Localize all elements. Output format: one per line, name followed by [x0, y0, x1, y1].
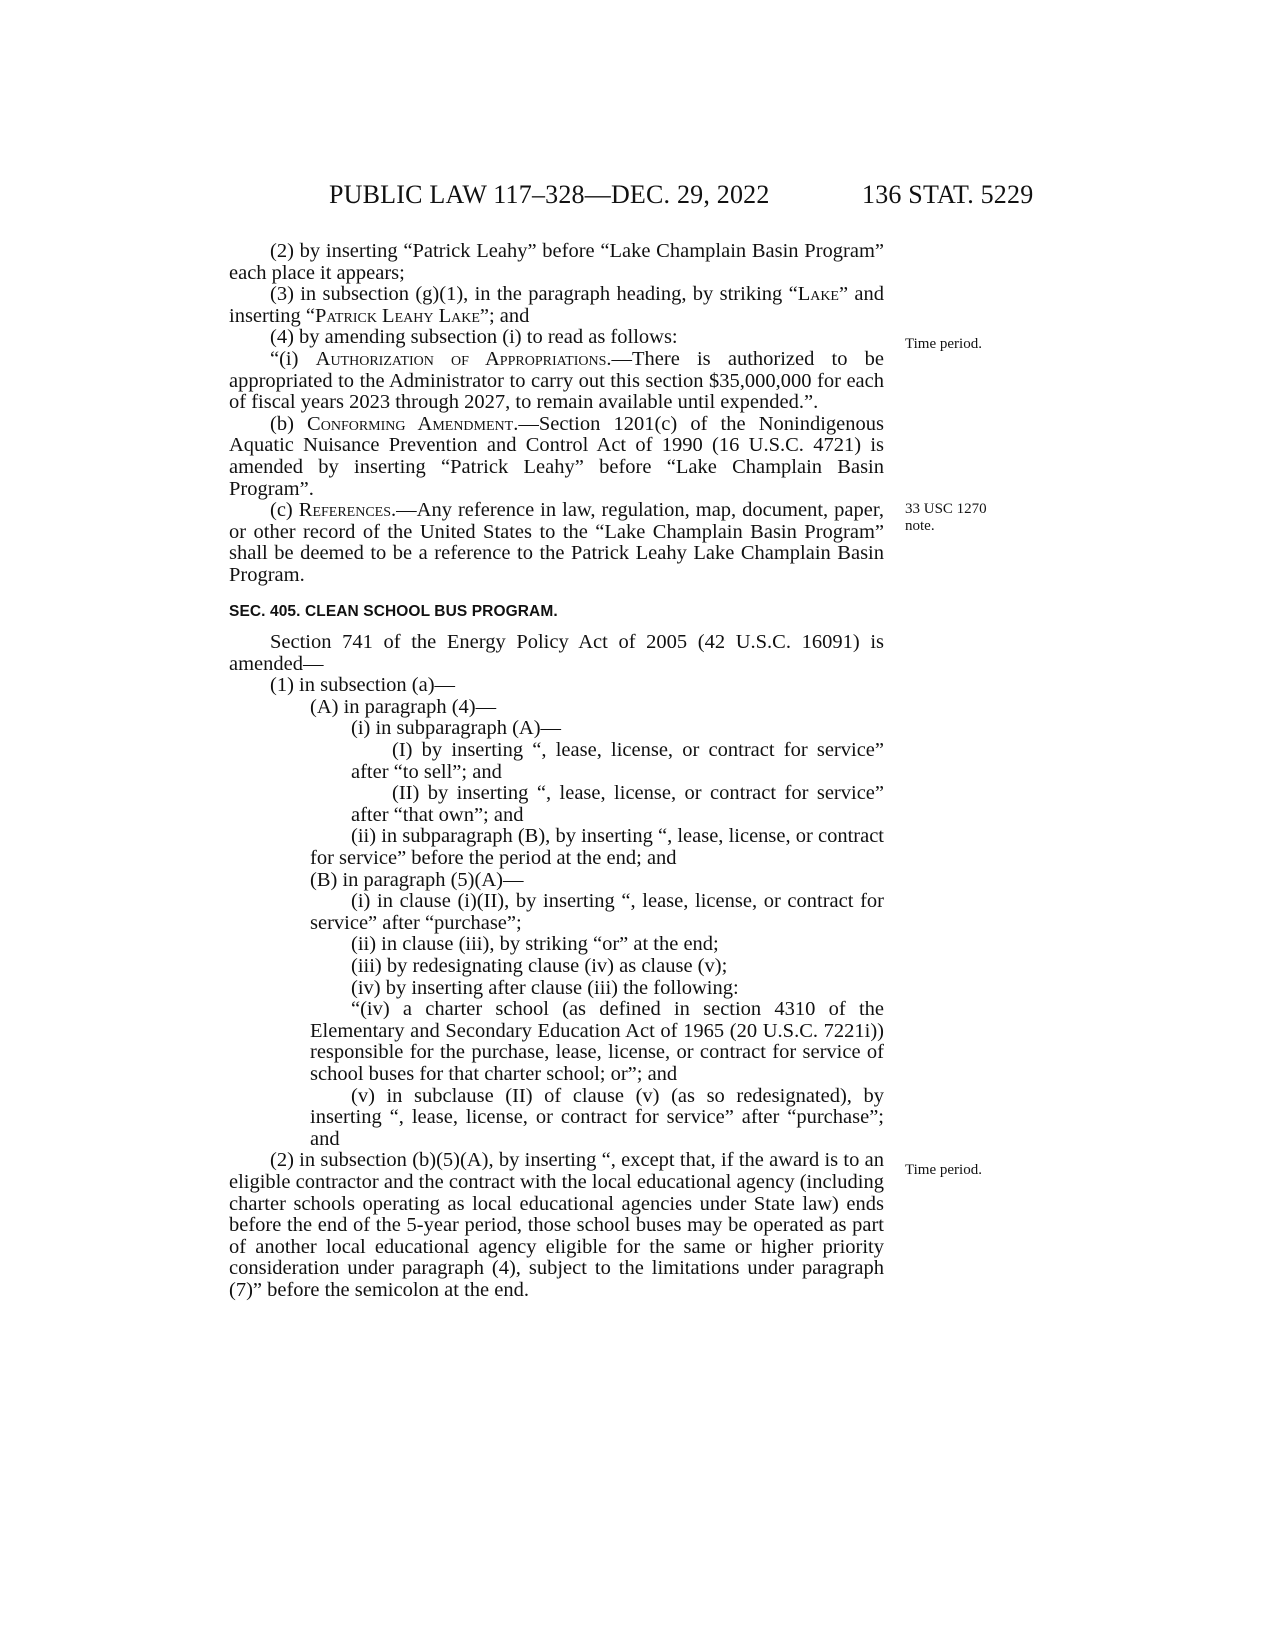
paragraph-2: (2) by inserting “Patrick Leahy” before “Lake Champlain Basin Program” each place it appears;	[229, 240, 884, 284]
item-1-A: (A) in paragraph (4)—	[310, 695, 497, 718]
margin-note-usc-citation: 33 USC 1270	[905, 501, 987, 517]
margin-note-time-period-2: Time period.	[905, 1162, 982, 1178]
subsection-c-references: (c) References.—Any reference in law, regulation, map, document, paper, or other record of the United States to the “Lake Champlain Basin Program” shall be deemed to be a reference to the Patrick Leahy Lake Champlain Basin Program.	[229, 499, 884, 586]
item-1-B: (B) in paragraph (5)(A)—	[310, 868, 524, 891]
document-body	[229, 241, 884, 1302]
item-1-A-i-I: (I) by inserting “, lease, license, or contract for service” after “to sell”; and	[351, 739, 884, 783]
subsection-i-authorization: “(i) Authorization of Appropriations.—There is authorized to be appropriated to the Administrator to carry out this section $35,000,000 for each of fiscal years 2023 through 2027, to remain available until expended.”.	[229, 347, 885, 414]
item-1-A-i-II: (II) by inserting “, lease, license, or contract for service” after “that own”; and	[351, 782, 884, 826]
item-1-B-iv: (iv) by inserting after clause (iii) the following:	[351, 976, 739, 999]
margin-note-note: note.	[905, 518, 935, 534]
section-intro: Section 741 of the Energy Policy Act of 2005 (42 U.S.C. 16091) is amended—	[229, 631, 884, 675]
item-2: (2) in subsection (b)(5)(A), by inserting “, except that, if the award is to an eligible contractor and the contract with the local educational agency (including charter schools operating as local educational agencies under State law) ends before the end of the 5-year period, those school buses may be operated as part of another local educational agency eligible for the same or higher priority consideration under paragraph (4), subject to the limitations under paragraph (7)” before the semicolon at the end.	[229, 1149, 884, 1301]
item-1: (1) in subsection (a)—	[270, 674, 456, 697]
page-stat-number: 136 STAT. 5229	[862, 180, 1034, 209]
running-header-title: PUBLIC LAW 117–328—DEC. 29, 2022	[329, 180, 770, 209]
paragraph-3: (3) in subsection (g)(1), in the paragraph heading, by striking “Lake” and inserting “Patrick Leahy Lake”; and	[229, 283, 884, 327]
item-1-B-i: (i) in clause (i)(II), by inserting “, lease, license, or contract for service” after “purchase”;	[310, 890, 884, 934]
item-1-B-iv-quoted: “(iv) a charter school (as defined in section 4310 of the Elementary and Secondary Education Act of 1965 (20 U.S.C. 7221i)) responsible for the purchase, lease, license, or contract for service of school buses for that charter school; or”; and	[310, 998, 884, 1085]
paragraph-4: (4) by amending subsection (i) to read as follows:	[270, 326, 678, 349]
item-1-B-iii: (iii) by redesignating clause (iv) as clause (v);	[351, 955, 728, 977]
item-1-B-ii: (ii) in clause (iii), by striking “or” at the end;	[351, 933, 719, 956]
subsection-b-conforming: (b) Conforming Amendment.—Section 1201(c) of the Nonindigenous Aquatic Nuisance Prevention and Control Act of 1990 (16 U.S.C. 4721) is amended by inserting “Patrick Leahy” before “Lake Champlain Basin Program”.	[229, 412, 885, 500]
item-1-B-v: (v) in subclause (II) of clause (v) (as so redesignated), by inserting “, lease, license, or contract for service” after “purchase”; and	[310, 1084, 884, 1150]
section-heading: SEC. 405. CLEAN SCHOOL BUS PROGRAM.	[229, 602, 558, 620]
item-1-A-i: (i) in subparagraph (A)—	[351, 717, 562, 740]
item-1-A-ii: (ii) in subparagraph (B), by inserting “, lease, license, or contract for service” before the period at the end; and	[310, 825, 884, 870]
margin-note-time-period-1: Time period.	[905, 336, 982, 352]
